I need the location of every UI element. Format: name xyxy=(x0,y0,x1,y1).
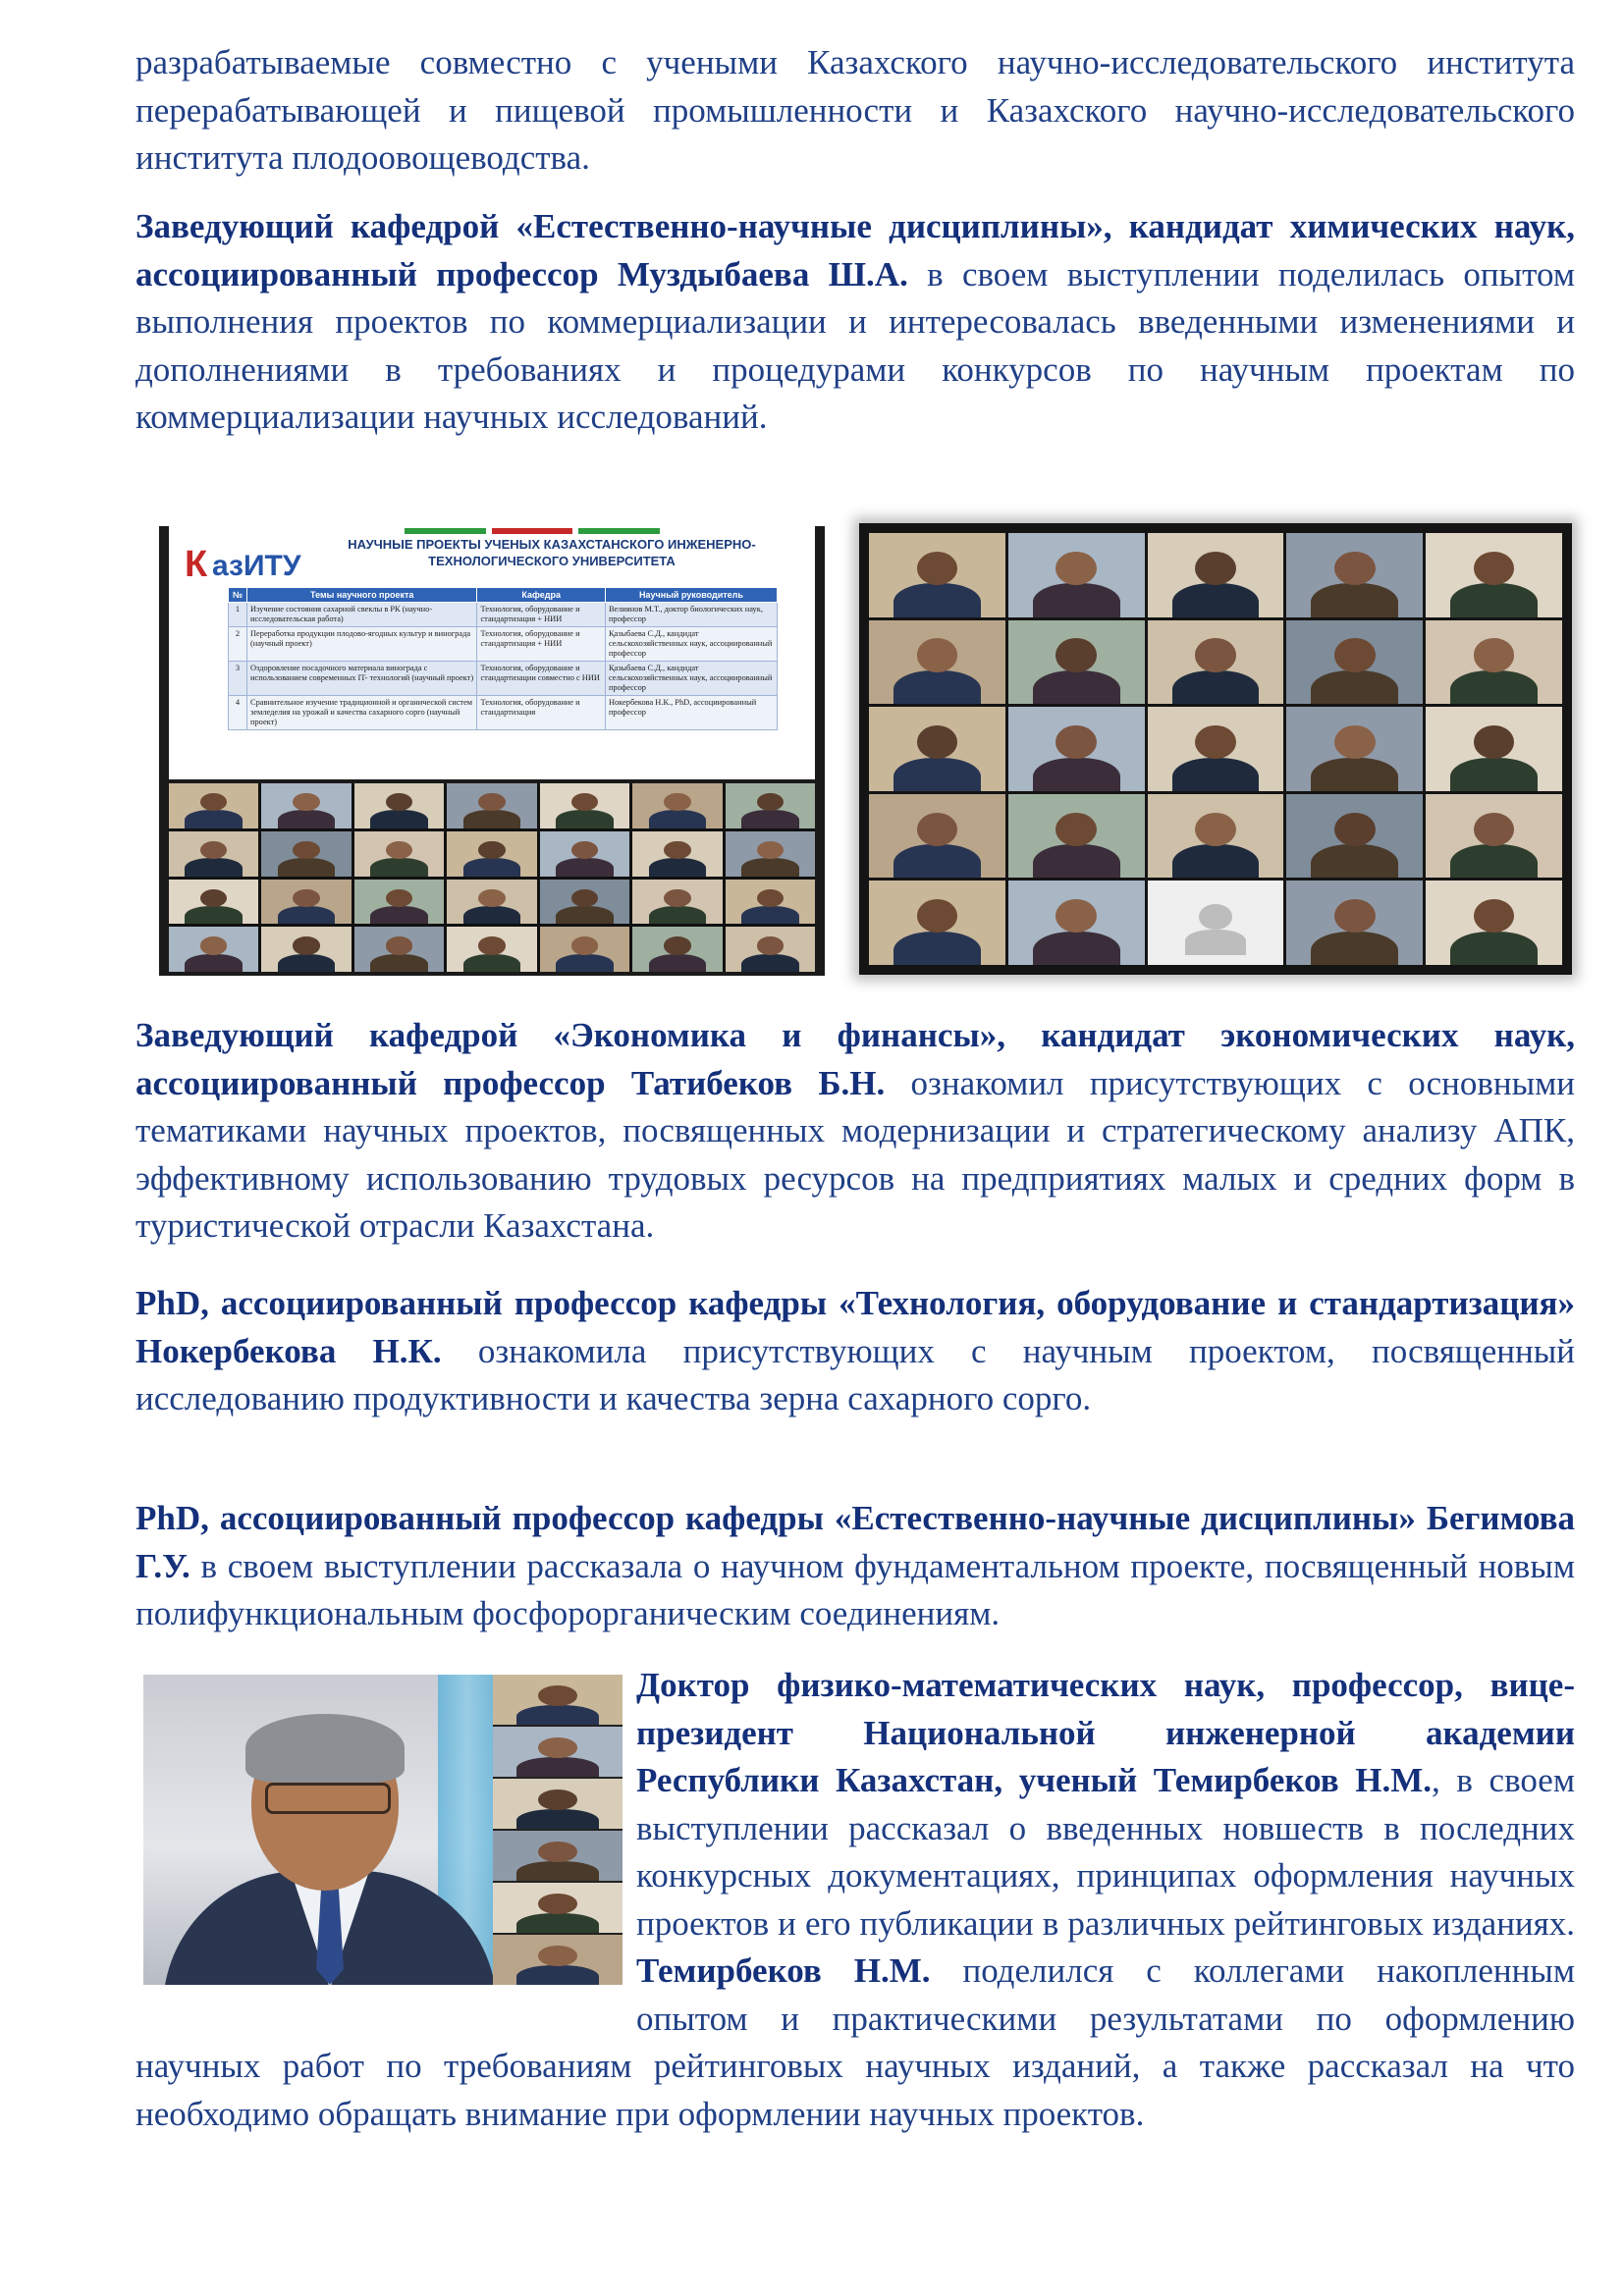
video-tile xyxy=(1148,707,1284,791)
meeting-toolbar-strip xyxy=(405,528,660,536)
table-cell: 4 xyxy=(229,696,247,730)
table-header: Кафедра xyxy=(477,588,605,603)
video-tile xyxy=(540,880,629,925)
video-tile xyxy=(354,927,444,972)
participant-grid xyxy=(169,783,815,972)
table-cell: Велиянов М.Т., доктор биологических наук, профессор xyxy=(605,603,777,627)
speaker-title: Доктор физико-математических наук, профессор, вице-президент Национальной инженерной академии Республики Казахстан, ученый Темирбеков Н.М. xyxy=(636,1666,1575,1799)
paragraph-text: разрабатываемые совместно с учеными Казахского научно-исследовательского института перерабатывающей и пищевой промышленности и Казахского научно-исследовательского института плодоовощеводства. xyxy=(135,43,1575,177)
table-header: Темы научного проекта xyxy=(247,588,477,603)
paragraph-text: ознакомила присутствующих с научным проектом, посвященный исследованию продуктивности и качества зерна сахарного сорго. xyxy=(135,1331,1575,1417)
video-tile xyxy=(726,831,815,877)
video-tile xyxy=(540,927,629,972)
table-cell: Изучение состояния сахарной свеклы в РК (научно-исследовательская работа) xyxy=(247,603,477,627)
table-row xyxy=(229,696,778,730)
video-tile xyxy=(354,880,444,925)
video-tile xyxy=(1426,881,1562,965)
paragraph-text: в своем выступлении поделилась опытом выполнения проектов по коммерциализации и интересовалась введенными изменениями и дополнениями в требованиях и процедурами конкурсов по научным проектам по коммерциализации научных исследований. xyxy=(135,254,1575,436)
video-tile xyxy=(1148,881,1284,965)
video-tile xyxy=(632,880,722,925)
table-cell: Технология, оборудование и стандартизация xyxy=(477,696,605,730)
video-tile xyxy=(447,880,536,925)
video-tile xyxy=(1008,533,1145,617)
table-cell: Нокербекова Н.К., PhD, ассоциированный профессор xyxy=(605,696,777,730)
projects-table xyxy=(228,587,778,730)
paragraph-text: поделился с коллегами накопленным опытом и практическими результатами по оформлению научных работ по требованиям рейтинговых научных изданий, а также рассказал на что необходимо обращать внимание при оформлении научных проектов. xyxy=(135,1951,1575,2133)
video-tile xyxy=(169,783,258,828)
video-tile xyxy=(261,831,351,877)
table-row xyxy=(229,603,778,627)
speaker-title: PhD, ассоциированный профессор кафедры «Естественно-научные дисциплины» Бегимова Г.У. xyxy=(135,1499,1575,1585)
logo-mark: К xyxy=(185,544,208,585)
table-header-row xyxy=(229,588,778,603)
participant-grid xyxy=(869,533,1562,965)
video-tile xyxy=(447,831,536,877)
table-row xyxy=(229,662,778,696)
video-tile xyxy=(1426,533,1562,617)
paragraph-text: , в своем выступлении рассказал о введенных новшеств в последних конкурсных документациях, принципах оформления научных проектов и его публикации в различных рейтинговых изданиях. xyxy=(636,1761,1575,1943)
table-cell: Технология, оборудование и стандартизации совместно с НИИ xyxy=(477,662,605,696)
video-conference-screenshot xyxy=(859,523,1572,975)
video-tile xyxy=(169,927,258,972)
paragraph-tatibekov xyxy=(135,1012,1575,1251)
video-tile xyxy=(354,831,444,877)
video-tile xyxy=(261,783,351,828)
speaker-name: Темирбеков Н.М. xyxy=(636,1951,931,1990)
paragraph-temirbekov xyxy=(135,1662,1575,2138)
video-tile xyxy=(1148,620,1284,705)
table-cell: 2 xyxy=(229,627,247,662)
video-tile xyxy=(726,927,815,972)
video-tile xyxy=(1286,707,1423,791)
table-cell: Технология, оборудование и стандартизация + НИИ xyxy=(477,627,605,662)
slide-title: НАУЧНЫЕ ПРОЕКТЫ УЧЕНЫХ КАЗАХСТАНСКОГО ИНЖЕНЕРНО-ТЕХНОЛОГИЧЕСКОГО УНИВЕРСИТЕТА xyxy=(348,537,756,568)
video-tile xyxy=(869,881,1005,965)
table-row xyxy=(229,627,778,662)
video-tile xyxy=(1426,794,1562,879)
table-cell: Переработка продукции плодово-ягодных культур и винограда (научный проект) xyxy=(247,627,477,662)
table-cell: Сравнительное изучение традиционной и органической систем земледелия на урожай и качества сахарного сорго (научный проект) xyxy=(247,696,477,730)
table-cell: Технология, оборудование и стандартизация + НИИ xyxy=(477,603,605,627)
table-cell: Оздоровление посадочного материала винограда с использованием современных IT- технологий (научный проект) xyxy=(247,662,477,696)
video-tile xyxy=(726,880,815,925)
video-tile xyxy=(540,783,629,828)
video-tile xyxy=(540,831,629,877)
logo-text: азИТУ xyxy=(212,550,301,582)
video-tile xyxy=(1008,707,1145,791)
video-tile xyxy=(447,783,536,828)
table-cell: Қазыбаева С.Д., кандидат сельскохозяйственных наук, ассоциированный профессор xyxy=(605,662,777,696)
table-cell: 3 xyxy=(229,662,247,696)
paragraph-intro-continuation xyxy=(135,39,1575,183)
video-tile xyxy=(1148,533,1284,617)
video-tile xyxy=(869,707,1005,791)
video-tile xyxy=(447,927,536,972)
video-tile xyxy=(169,880,258,925)
paragraph-muzdybaeva xyxy=(135,203,1575,442)
presentation-screenshot xyxy=(159,526,825,976)
presentation-slide xyxy=(169,526,815,779)
paragraph-nokerbekova xyxy=(135,1280,1575,1423)
video-tile xyxy=(1008,620,1145,705)
video-tile xyxy=(869,794,1005,879)
video-tile xyxy=(1008,794,1145,879)
table-cell: Қазыбаева С.Д., кандидат сельскохозяйственных наук, ассоциированный профессор xyxy=(605,627,777,662)
speaker-title: PhD, ассоциированный профессор кафедры «Технология, оборудование и стандартизация» Нокербекова Н.К. xyxy=(135,1284,1575,1370)
video-tile xyxy=(1148,794,1284,879)
video-tile xyxy=(632,831,722,877)
paragraph-text: ознакомил присутствующих с основными тематиками научных проектов, посвященных модернизации и стратегическому анализу АПК, эффективному использованию трудовых ресурсов на предприятиях малых и средних форм в туристической отрасли Казахстана. xyxy=(135,1063,1575,1245)
video-tile xyxy=(632,927,722,972)
video-tile xyxy=(869,533,1005,617)
video-tile xyxy=(1286,620,1423,705)
table-header: № xyxy=(229,588,247,603)
video-tile xyxy=(1286,533,1423,617)
video-tile xyxy=(261,880,351,925)
video-tile xyxy=(1426,707,1562,791)
table-header: Научный руководитель xyxy=(605,588,777,603)
paragraph-text: в своем выступлении рассказала о научном фундаментальном проекте, посвященный новым полифункциональным фосфорорганическим соединениям. xyxy=(135,1546,1575,1632)
video-tile xyxy=(1426,620,1562,705)
video-tile xyxy=(354,783,444,828)
video-tile xyxy=(261,927,351,972)
table-cell: 1 xyxy=(229,603,247,627)
paragraph-begimova xyxy=(135,1495,1575,1638)
speaker-title: Заведующий кафедрой «Экономика и финансы», кандидат экономических наук, ассоциированный профессор Татибеков Б.Н. xyxy=(135,1016,1575,1102)
avatar-placeholder-icon xyxy=(1199,904,1231,930)
video-tile xyxy=(1286,794,1423,879)
video-tile xyxy=(869,620,1005,705)
video-tile xyxy=(1008,881,1145,965)
video-tile xyxy=(169,831,258,877)
kazitu-logo xyxy=(185,544,310,587)
speaker-title: Заведующий кафедрой «Естественно-научные дисциплины», кандидат химических наук, ассоциированный профессор Муздыбаева Ш.А. xyxy=(135,207,1575,294)
video-tile xyxy=(1286,881,1423,965)
video-tile xyxy=(726,783,815,828)
video-tile xyxy=(632,783,722,828)
